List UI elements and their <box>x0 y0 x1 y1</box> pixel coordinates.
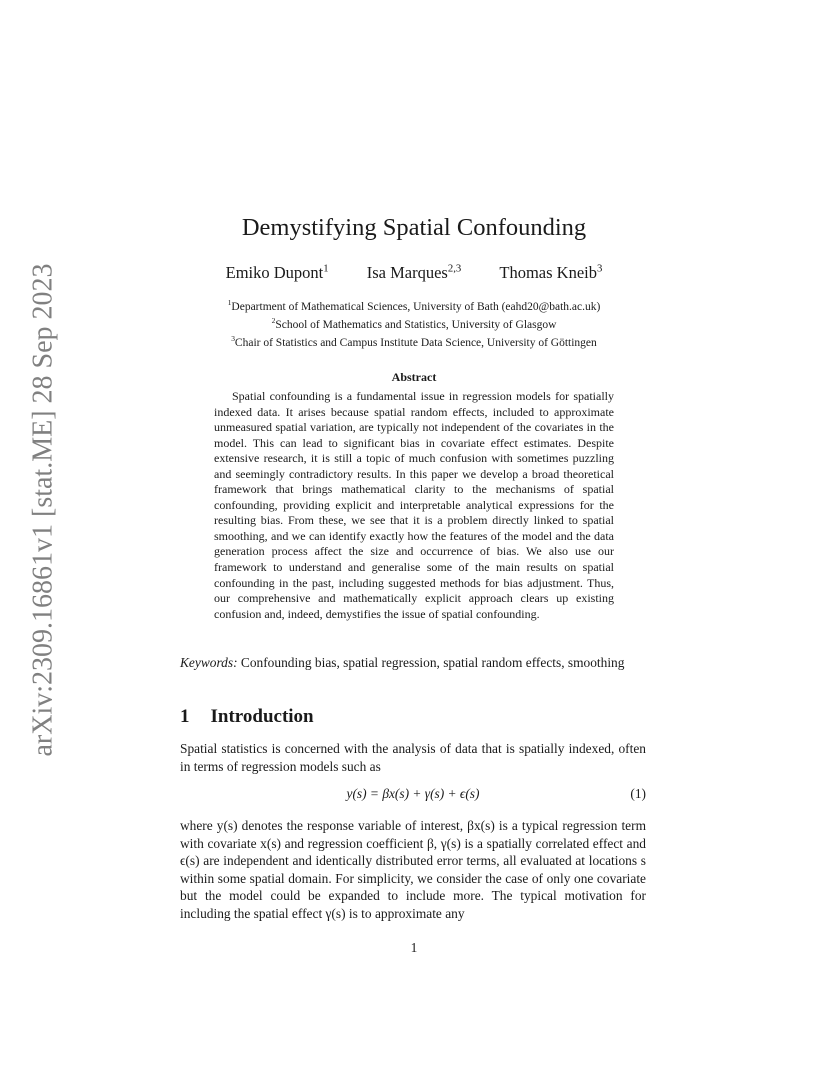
keywords-label: Keywords: <box>180 655 238 670</box>
section-title: Introduction <box>210 706 314 727</box>
affiliation-list <box>0 296 828 349</box>
affiliation-3 <box>0 332 828 350</box>
equation-expression: y(s) = βx(s) + γ(s) + ϵ(s) <box>346 786 480 801</box>
author-affiliation-mark: 2,3 <box>447 262 462 274</box>
affiliation-mark: 3 <box>231 333 235 343</box>
author-2 <box>367 263 462 282</box>
author-list <box>0 262 828 283</box>
equation-1 <box>180 786 646 806</box>
author-affiliation-mark: 3 <box>597 262 603 274</box>
affiliation-text: School of Mathematics and Statistics, University of Glasgow <box>275 318 557 331</box>
equation-number: (1) <box>630 786 646 801</box>
affiliation-text: Chair of Statistics and Campus Institute Data Science, University of Göttingen <box>234 336 597 349</box>
abstract-heading: Abstract <box>391 370 437 384</box>
paper-title: Demystifying Spatial Confounding <box>241 214 587 241</box>
affiliation-mark: 1 <box>227 298 232 307</box>
arxiv-identifier: arXiv:2309.16861v1 [stat.ME] 28 Sep 2023 <box>28 263 59 757</box>
intro-paragraph: Spatial statistics is concerned with the analysis of data that is spatially indexed, often in terms of regression models such as <box>180 741 646 774</box>
affiliation-2 <box>0 314 828 332</box>
author-name: Emiko Dupont <box>225 262 324 282</box>
author-name: Thomas Kneib <box>499 262 597 282</box>
affiliation-mark: 2 <box>271 315 276 325</box>
affiliation-text: Department of Mathematical Sciences, University of Bath (eahd20@bath.ac.uk) <box>231 300 601 313</box>
author-name: Isa Marques <box>366 262 448 282</box>
section-heading <box>180 706 314 728</box>
keywords-text: Confounding bias, spatial regression, spatial random effects, smoothing <box>240 655 625 670</box>
author-3 <box>499 263 602 282</box>
author-1 <box>226 263 329 282</box>
author-affiliation-mark: 1 <box>323 262 329 274</box>
page-number: 1 <box>410 940 418 955</box>
keywords <box>180 654 646 672</box>
intro-paragraph-continued: where y(s) denotes the response variable of interest, βx(s) is a typical regression term with covariate x(s) and regression coefficient β, γ(s) is a spatially correlated effect and ϵ(s) are independent and identically distributed error terms, all evaluated at locations s within some spatial domain. For simplicity, we consider the case of only one covariate but the model could be expanded to include more. The typical motivation for including the spatial effect γ(s) is to approximate any <box>180 818 646 921</box>
affiliation-1 <box>0 296 828 314</box>
section-number: 1 <box>180 706 190 727</box>
abstract-text: Spatial confounding is a fundamental issue in regression models for spatially indexed data. It arises because spatial random effects, included to approximate unmeasured spatial variation, are typically not independent of the covariates in the model. This can lead to significant bias in covariate effect estimates. Despite extensive research, it is still a topic of much confusion with sometimes puzzling and seemingly contradictory results. In this paper we develop a broad theoretical framework that brings mathematical clarity to the mechanisms of spatial confounding, providing explicit and interpretable analytical expressions for the resulting bias. From these, we see that it is a problem directly linked to spatial smoothing, and we can identify exactly how the features of the model and the data generation process affect the size and occurrence of bias. We also use our framework to understand and generalise some of the main results on spatial confounding in the past, including suggested methods for bias adjustment. Thus, our comprehensive and mathematically explicit approach clears up existing confusion and, indeed, demystifies the issue of spatial confounding. <box>214 389 614 621</box>
